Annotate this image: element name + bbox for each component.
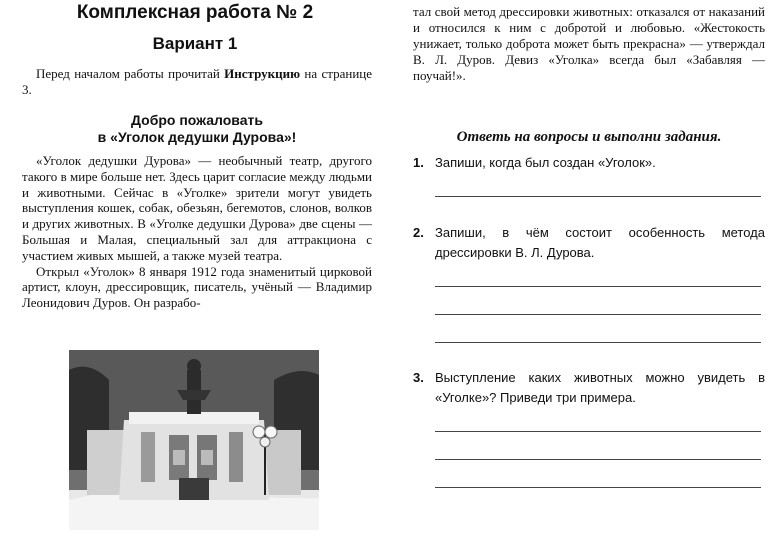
answer-line[interactable]: [435, 314, 761, 315]
variant-heading: Вариант 1: [152, 34, 238, 53]
instruction-text: [22, 66, 372, 98]
answer-line[interactable]: [435, 196, 761, 197]
question-2-text: Запиши, в чём состоит особенность метода дрессировки В. Л. Дурова.: [435, 225, 765, 260]
article-heading-line-2: в «Уголок дедушки Дурова»!: [97, 129, 297, 145]
page-title: Комплексная работа № 2: [76, 2, 314, 23]
tasks-heading: Ответь на вопросы и выполни задания.: [456, 129, 722, 145]
question-2: [413, 223, 765, 263]
question-2-number: 2.: [413, 225, 424, 240]
article-heading-line-1: Добро пожаловать: [131, 112, 263, 128]
question-3-number: 3.: [413, 370, 424, 385]
question-1-text: Запиши, когда был создан «Уголок».: [435, 155, 656, 170]
answer-line[interactable]: [435, 342, 761, 343]
instruction-after: на странице 3.: [22, 66, 373, 97]
article-body: [22, 153, 372, 311]
article-heading: [22, 112, 372, 146]
theatre-photo: [69, 350, 319, 530]
question-3: [413, 368, 765, 408]
answer-line[interactable]: [435, 487, 761, 488]
answer-line[interactable]: [435, 459, 761, 460]
instruction-bold: Инструкцию: [224, 66, 301, 81]
article-paragraph-1: «Уголок дедушки Дурова» — необычный театр, другого такого в мире больше нет. Здесь царит согласие между людьми и животными. Сейчас в «Уголке» зрители могут увидеть выступления кошек, собак, обезьян, бегемотов, слонов, волков и других животных. В «Уголке дедушки Дурова» две сцены — Большая и Малая, специальный зал для аттракциона с участием живых мышей, а также музей театра.: [22, 153, 372, 263]
question-3-text: Выступление каких животных можно увидеть в «Уголке»? Приведи три примера.: [435, 370, 765, 405]
question-1-number: 1.: [413, 155, 424, 170]
answer-line[interactable]: [435, 286, 761, 287]
article-paragraph-2: Открыл «Уголок» 8 января 1912 года знаменитый цирковой артист, клоун, дрессировщик, писатель, учёный — Владимир Леонидович Дуров. Он разрабо-: [22, 263, 372, 311]
answer-line[interactable]: [435, 431, 761, 432]
article-continuation: тал свой метод дрессировки животных: отказался от наказаний и относился к ним с добротой и любовью. «Жестокость унижает, только доброта может быть прекрасна» — утверждал В. Л. Дуров. Девиз «Уголка» всегда был «Забавляя — поучай!».: [413, 4, 765, 83]
question-1: [413, 153, 765, 173]
instruction-before: Перед началом работы прочитай: [36, 66, 225, 81]
